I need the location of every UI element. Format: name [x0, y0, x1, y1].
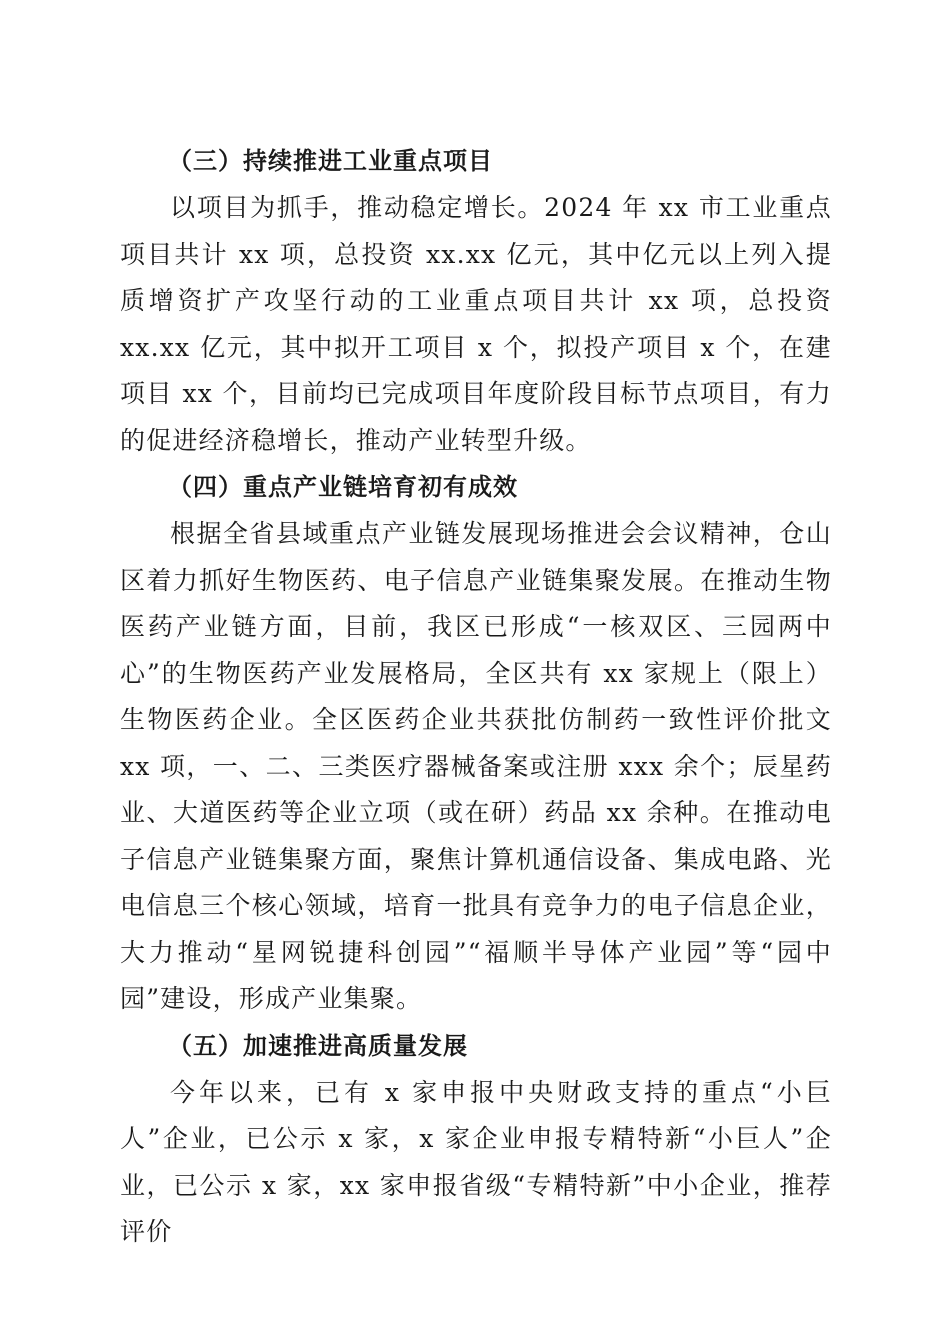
- section-body-3: 以项目为抓手，推动稳定增长。2024 年 xx 市工业重点项目共计 xx 项，总投资 xx.xx 亿元，其中亿元以上列入提质增资扩产攻坚行动的工业重点项目共计 xx 项，总投资 xx.xx 亿元，其中拟开工项目 x 个，拟投产项目 x 个，在建项目 xx 个，目前均已完成项目年度阶段目标节点项目，有力的促进经济稳增长，推动产业转型升级。: [120, 193, 832, 455]
- section-heading-3: （三）持续推进工业重点项目: [168, 147, 493, 175]
- section-heading-4: （四）重点产业链培育初有成效: [168, 473, 518, 501]
- section-body-5: 今年以来，已有 x 家申报中央财政支持的重点“小巨人”企业，已公示 x 家，x 家企业申报专精特新“小巨人”企业，已公示 x 家，xx 家申报省级“专精特新”中小企业，推荐评价: [120, 1077, 832, 1246]
- document-page: [120, 138, 832, 1256]
- section-body-4: 根据全省县域重点产业链发展现场推进会会议精神，仓山区着力抓好生物医药、电子信息产业链集聚发展。在推动生物医药产业链方面，目前，我区已形成“一核双区、三园两中心”的生物医药产业发展格局，全区共有 xx 家规上（限上）生物医药企业。全区医药企业共获批仿制药一致性评价批文 xx 项，一、二、三类医疗器械备案或注册 xxx 余个；辰星药业、大道医药等企业立项（或在研）药品 xx 余种。在推动电子信息产业链集聚方面，聚焦计算机通信设备、集成电路、光电信息三个核心领域，培育一批具有竞争力的电子信息企业，大力推动“星网锐捷科创园”“福顺半导体产业园”等“园中园”建设，形成产业集聚。: [120, 519, 832, 1013]
- section-heading-5: （五）加速推进高质量发展: [168, 1031, 468, 1060]
